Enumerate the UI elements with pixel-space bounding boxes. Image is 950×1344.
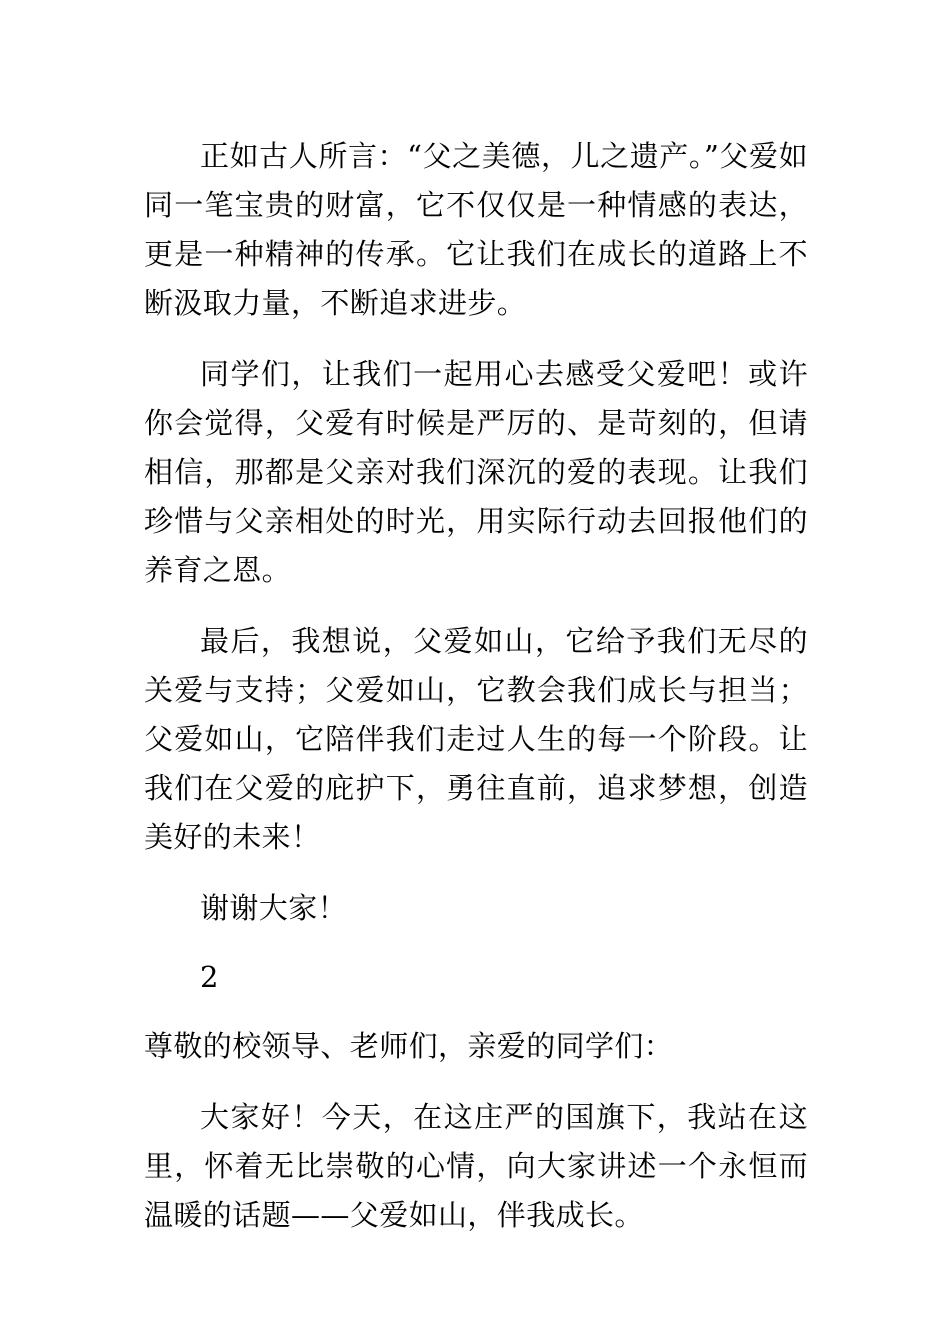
salutation: 尊敬的校领导、老师们，亲爱的同学们： — [144, 1029, 674, 1063]
document-body — [144, 132, 808, 1240]
section-number: 2 — [200, 960, 219, 994]
paragraph-opening: 大家好！今天，在这庄严的国旗下，我站在这里，怀着无比崇敬的心情，向大家讲述一个永恒而温暖的话题——父爱如山，伴我成长。 — [144, 1100, 808, 1232]
paragraph-feel-father-love: 同学们，让我们一起用心去感受父爱吧！或许你会觉得，父爱有时候是严厉的、是苛刻的，但请相信，那都是父亲对我们深沉的爱的表现。让我们珍惜与父亲相处的时光，用实际行动去回报他们的养育之恩。 — [144, 357, 808, 587]
paragraph-father-virtue: 正如古人所言：“父之美德，儿之遗产。”父爱如同一笔宝贵的财富，它不仅仅是一种情感的表达，更是一种精神的传承。它让我们在成长的道路上不断汲取力量，不断追求进步。 — [144, 139, 808, 320]
paragraph-conclusion: 最后，我想说，父爱如山，它给予我们无尽的关爱与支持；父爱如山，它教会我们成长与担当；父爱如山，它陪伴我们走过人生的每一个阶段。让我们在父爱的庇护下，勇往直前，追求梦想，创造美好的未来！ — [144, 624, 808, 854]
paragraph-thanks: 谢谢大家！ — [200, 891, 348, 925]
